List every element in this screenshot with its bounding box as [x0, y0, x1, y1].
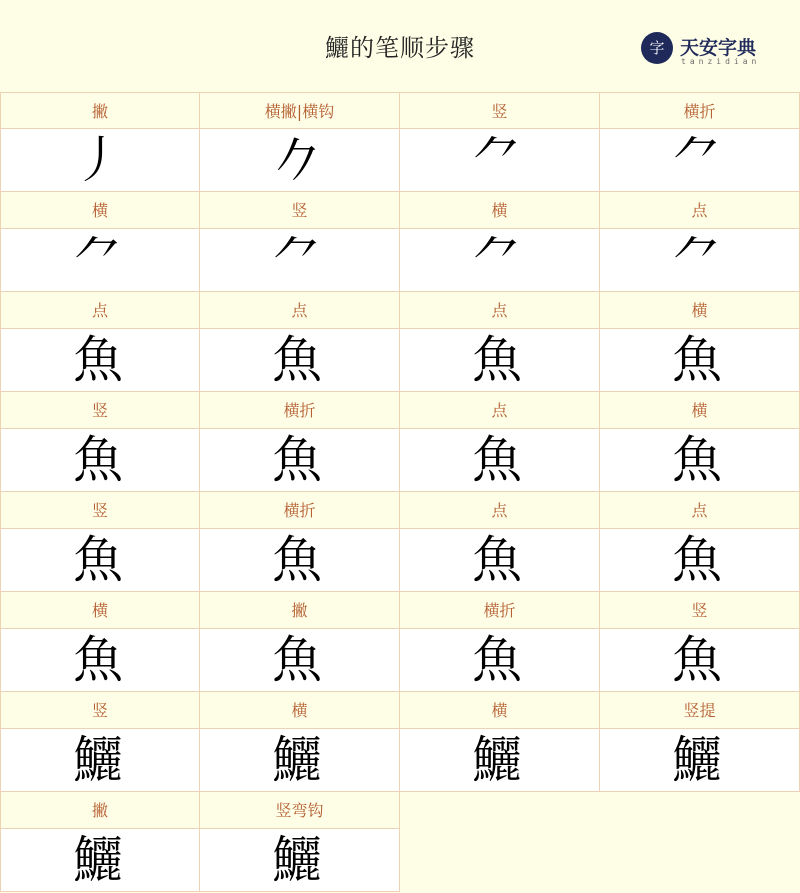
stroke-glyph: 丿: [73, 131, 123, 189]
stroke-glyph-box: [600, 529, 800, 592]
stroke-glyph-box: [0, 629, 200, 692]
stroke-name-label: 撇: [200, 592, 400, 629]
stroke-glyph: 鱺: [272, 731, 322, 789]
stroke-glyph: ⺈: [672, 131, 722, 189]
stroke-name-label: 横折: [200, 392, 400, 429]
stroke-glyph: ⺈: [672, 231, 722, 289]
stroke-glyph: 魚: [73, 431, 123, 489]
stroke-glyph-box: [200, 529, 400, 592]
stroke-glyph-box: [600, 129, 800, 192]
stroke-name-label: 横: [400, 692, 600, 729]
logo-subtitle: tanzidian: [681, 57, 761, 66]
stroke-glyph-box: [600, 329, 800, 392]
stroke-glyph-box: [200, 129, 400, 192]
stroke-glyph-box: [200, 229, 400, 292]
stroke-step: [600, 192, 800, 292]
stroke-glyph: 鱺: [272, 831, 322, 889]
stroke-glyph-box: [200, 429, 400, 492]
stroke-glyph-box: [0, 829, 200, 892]
stroke-glyph: 魚: [472, 331, 522, 389]
stroke-step: [600, 592, 800, 692]
stroke-name-label: 横: [400, 192, 600, 229]
stroke-name-label: 点: [600, 492, 800, 529]
stroke-step: [0, 392, 200, 492]
stroke-name-label: 竖: [200, 192, 400, 229]
stroke-glyph-box: [200, 729, 400, 792]
stroke-glyph-box: [0, 429, 200, 492]
stroke-name-label: 点: [400, 492, 600, 529]
stroke-name-label: 点: [200, 292, 400, 329]
stroke-step: [200, 592, 400, 692]
stroke-step: [0, 192, 200, 292]
stroke-name-label: 竖: [0, 692, 200, 729]
stroke-glyph-box: [0, 329, 200, 392]
stroke-glyph: ⺈: [472, 231, 522, 289]
stroke-name-label: 横折: [200, 492, 400, 529]
stroke-glyph-box: [400, 629, 600, 692]
stroke-step: [400, 92, 600, 192]
stroke-glyph-box: [400, 429, 600, 492]
stroke-name-label: 竖: [600, 592, 800, 629]
stroke-step: [400, 592, 600, 692]
stroke-step: [400, 192, 600, 292]
stroke-step: [0, 92, 200, 192]
stroke-glyph: 魚: [73, 531, 123, 589]
stroke-step: [200, 192, 400, 292]
stroke-glyph-box: [400, 229, 600, 292]
stroke-glyph: 鱺: [73, 831, 123, 889]
stroke-step: [200, 92, 400, 192]
stroke-name-label: 竖: [0, 392, 200, 429]
stroke-step: [200, 492, 400, 592]
stroke-glyph: 鱺: [73, 731, 123, 789]
stroke-name-label: 竖: [0, 492, 200, 529]
stroke-glyph: 鱺: [672, 731, 722, 789]
stroke-glyph-box: [0, 129, 200, 192]
stroke-glyph-box: [400, 329, 600, 392]
stroke-step: [600, 92, 800, 192]
stroke-glyph: 魚: [472, 531, 522, 589]
stroke-glyph: 魚: [472, 631, 522, 689]
stroke-glyph: 鱺: [472, 731, 522, 789]
stroke-glyph-box: [200, 629, 400, 692]
stroke-glyph-box: [200, 829, 400, 892]
stroke-glyph: 魚: [272, 631, 322, 689]
stroke-step: [600, 392, 800, 492]
logo-badge-icon: 字: [641, 32, 673, 64]
stroke-step: [0, 692, 200, 792]
stroke-name-label: 竖: [400, 92, 600, 129]
stroke-glyph: 魚: [272, 331, 322, 389]
stroke-step: [400, 492, 600, 592]
stroke-name-label: 点: [0, 292, 200, 329]
stroke-step: [600, 492, 800, 592]
stroke-name-label: 横: [600, 292, 800, 329]
stroke-name-label: 点: [600, 192, 800, 229]
stroke-glyph-box: [200, 329, 400, 392]
stroke-glyph-box: [600, 429, 800, 492]
stroke-name-label: 横: [200, 692, 400, 729]
stroke-step: [600, 292, 800, 392]
stroke-name-label: 横折: [400, 592, 600, 629]
stroke-glyph: 魚: [73, 631, 123, 689]
stroke-name-label: 撇: [0, 92, 200, 129]
stroke-name-label: 横: [0, 592, 200, 629]
stroke-glyph-box: [600, 229, 800, 292]
stroke-step: [0, 292, 200, 392]
stroke-glyph-box: [600, 729, 800, 792]
stroke-step: [400, 292, 600, 392]
stroke-step: [200, 392, 400, 492]
stroke-glyph: ⺈: [472, 131, 522, 189]
stroke-name-label: 竖提: [600, 692, 800, 729]
stroke-name-label: 撇: [0, 792, 200, 829]
stroke-glyph: 魚: [672, 531, 722, 589]
stroke-glyph-box: [0, 529, 200, 592]
stroke-step: [400, 392, 600, 492]
stroke-name-label: 横撇|横钩: [200, 92, 400, 129]
stroke-glyph: ⺈: [73, 231, 123, 289]
stroke-step: [200, 292, 400, 392]
stroke-glyph: ⺈: [272, 231, 322, 289]
stroke-name-label: 点: [400, 392, 600, 429]
stroke-glyph-box: [400, 729, 600, 792]
stroke-glyph: 魚: [472, 431, 522, 489]
stroke-step: [200, 692, 400, 792]
site-logo[interactable]: [641, 32, 771, 70]
stroke-step: [400, 692, 600, 792]
stroke-name-label: 横折: [600, 92, 800, 129]
stroke-glyph: 魚: [272, 531, 322, 589]
stroke-order-grid: [0, 92, 800, 892]
stroke-glyph-box: [400, 529, 600, 592]
stroke-glyph: 魚: [272, 431, 322, 489]
stroke-step: [200, 792, 400, 892]
stroke-glyph: 𠂊: [272, 131, 322, 189]
stroke-glyph-box: [400, 129, 600, 192]
stroke-step: [0, 792, 200, 892]
stroke-glyph-box: [600, 629, 800, 692]
stroke-glyph: 魚: [672, 331, 722, 389]
stroke-glyph: 魚: [672, 431, 722, 489]
stroke-glyph-box: [0, 729, 200, 792]
stroke-name-label: 横: [600, 392, 800, 429]
stroke-step: [0, 592, 200, 692]
stroke-glyph-box: [0, 229, 200, 292]
stroke-glyph: 魚: [73, 331, 123, 389]
stroke-name-label: 横: [0, 192, 200, 229]
logo-name: 天安字典: [680, 37, 757, 59]
stroke-step: [600, 692, 800, 792]
stroke-glyph: 魚: [672, 631, 722, 689]
stroke-name-label: 点: [400, 292, 600, 329]
page-title: 鱺的笔顺步骤: [325, 34, 475, 62]
stroke-step: [0, 492, 200, 592]
stroke-name-label: 竖弯钩: [200, 792, 400, 829]
page-header: [0, 0, 800, 92]
